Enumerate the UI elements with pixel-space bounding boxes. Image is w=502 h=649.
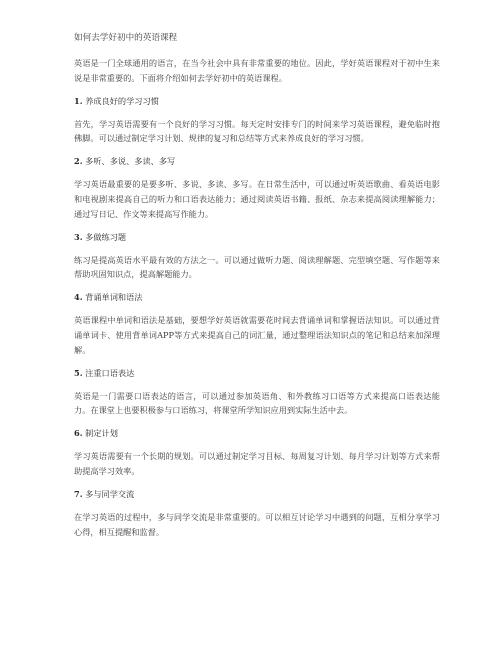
section-body: 在学习英语的过程中，多与同学交流是非常重要的。可以相互讨论学习中遇到的问题，互相分享学习心得，相互提醒和监督。	[74, 511, 440, 537]
section-number: 4.	[74, 292, 83, 303]
section-1	[74, 95, 440, 147]
document-title: 如何去学好初中的英语课程	[74, 33, 178, 43]
section-2	[74, 155, 440, 221]
section-number: 7.	[74, 488, 83, 499]
section-title: 背诵单词和语法	[85, 292, 143, 303]
section-heading	[74, 427, 440, 440]
section-title: 制定计划	[85, 428, 118, 439]
section-6	[74, 427, 440, 479]
document-content	[74, 32, 440, 548]
section-heading	[74, 291, 440, 304]
section-heading	[74, 95, 440, 108]
section-number: 3.	[74, 231, 83, 242]
section-body: 学习英语最重要的是要多听、多说、多读、多写。在日常生活中，可以通过听英语歌曲、看英语电影和电视剧来提高自己的听力和口语表达能力；通过阅读英语书籍、报纸、杂志来提高阅读理解能力；通过写日记、作文等来提高写作能力。	[74, 179, 440, 219]
section-body: 学习英语需要有一个长期的规划。可以通过制定学习目标、每周复习计划、每月学习计划等方式来帮助提高学习效率。	[74, 451, 440, 476]
section-heading	[74, 231, 440, 244]
section-5	[74, 367, 440, 419]
section-body: 练习是提高英语水平最有效的方法之一。可以通过做听力题、阅读理解题、完型填空题、写作题等来帮助巩固知识点，提高解题能力。	[74, 254, 440, 280]
section-7	[74, 488, 440, 540]
section-heading	[74, 367, 440, 380]
section-title: 多听、多说、多读、多写	[85, 156, 176, 167]
section-heading	[74, 155, 440, 168]
section-4	[74, 291, 440, 357]
section-number: 6.	[74, 428, 83, 439]
section-title: 注重口语表达	[85, 367, 135, 378]
section-body: 英语课程中单词和语法是基础，要想学好英语就需要花时间去背诵单词和掌握语法知识。可以通过背诵单词卡、使用背单词APP等方式来提高自己的词汇量，通过整理语法知识点的笔记和总结来加深理解。	[74, 315, 440, 355]
section-number: 1.	[74, 95, 83, 106]
section-body: 首先，学习英语需要有一个良好的学习习惯。每天定时安排专门的时间来学习英语课程，避免临时抱佛脚。可以通过制定学习计划、规律的复习和总结等方式来养成良好的学习习惯。	[74, 118, 440, 144]
section-title: 多与同学交流	[85, 488, 135, 499]
section-title: 多做练习题	[85, 231, 127, 242]
intro-paragraph: 英语是一门全球通用的语言，在当今社会中具有非常重要的地位。因此，学好英语课程对于初中生来说是非常重要的。下面将介绍如何去学好初中的英语课程。	[74, 58, 440, 83]
section-3	[74, 231, 440, 283]
section-number: 2.	[74, 156, 83, 167]
section-heading	[74, 488, 440, 501]
section-title: 养成良好的学习习惯	[85, 95, 159, 106]
section-number: 5.	[74, 367, 83, 378]
section-body: 英语是一门需要口语表达的语言，可以通过参加英语角、和外教练习口语等方式来提高口语表达能力。在课堂上也要积极参与口语练习，将课堂所学知识应用到实际生活中去。	[74, 390, 440, 416]
